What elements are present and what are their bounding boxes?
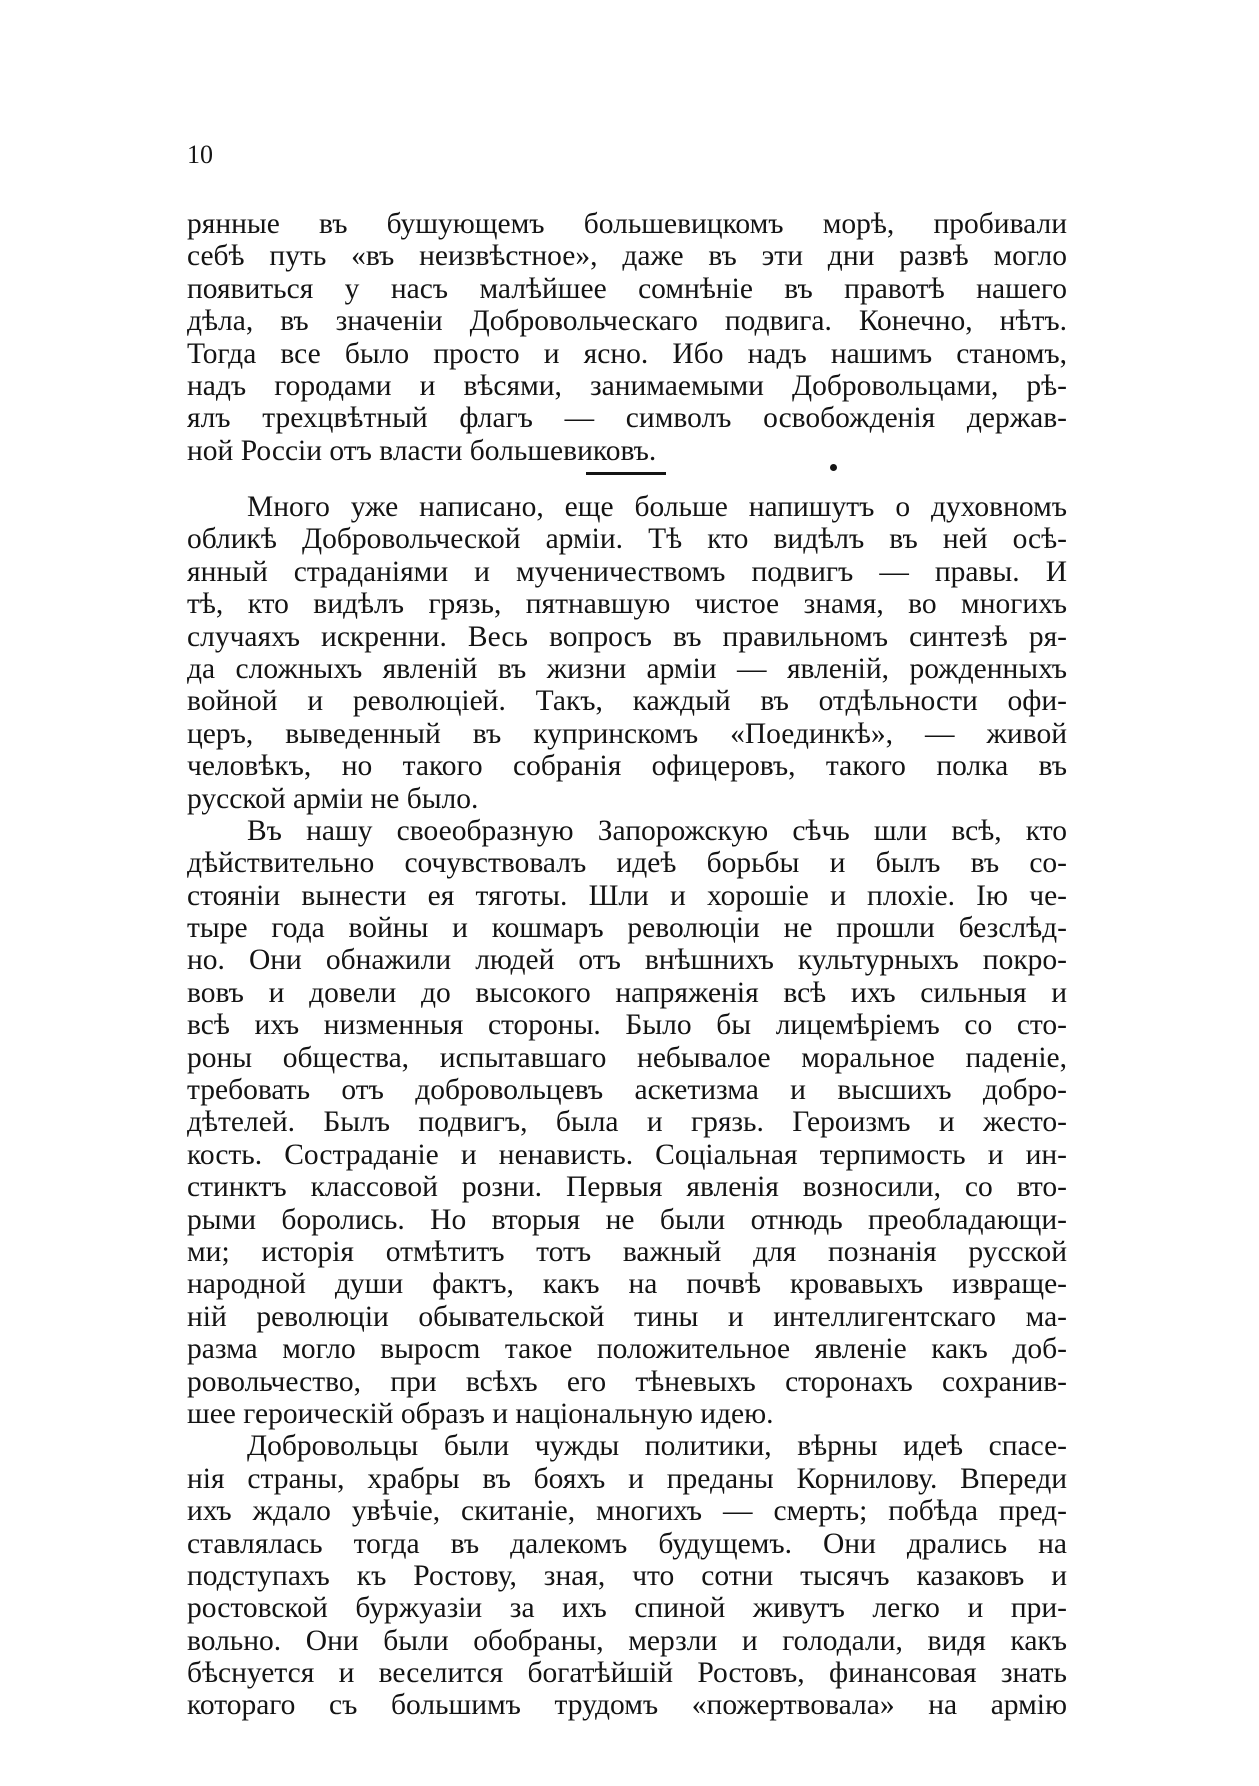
- text-line: тѣ, кто видѣлъ грязь, пятнавшую чистое знамя, во многихъ: [187, 588, 1067, 621]
- text-line: случаяхъ искренни. Весь вопросъ въ правильномъ синтезѣ ря-: [187, 620, 1067, 653]
- section-divider: [586, 472, 666, 475]
- text-line: церъ, выведенный въ купринскомъ «Поединкѣ», — живой: [187, 717, 1067, 750]
- paragraph-continuation: [187, 208, 1067, 467]
- text-line: надъ городами и вѣсями, занимаемыми Добровольцами, рѣ-: [187, 369, 1067, 402]
- body-text: [187, 491, 1067, 1722]
- text-line: появиться у насъ малѣйшее сомнѣніе въ правотѣ нашего: [187, 272, 1067, 305]
- text-line: да сложныхъ явленій въ жизни арміи — явленій, рожденныхъ: [187, 652, 1067, 685]
- text-line: стояніи вынести ея тяготы. Шли и хорошіе и плохіе. Ію че-: [187, 879, 1067, 912]
- text-line: кость. Состраданіе и ненависть. Соціальная терпимость и ин-: [187, 1138, 1067, 1171]
- text-line: рыми боролись. Но вторыя не были отнюдь преобладающи-: [187, 1203, 1067, 1236]
- text-line: Въ нашу своеобразную Запорожскую сѣчь шли всѣ, кто: [247, 814, 1067, 847]
- ink-dot: [830, 464, 837, 471]
- text-line: ялъ трехцвѣтный флагъ — символъ освобожденія держав-: [187, 402, 1067, 435]
- text-line: но. Они обнажили людей отъ внѣшнихъ культурныхъ покро-: [187, 944, 1067, 977]
- text-line: Много уже написано, еще больше напишутъ о духовномъ: [247, 491, 1067, 523]
- text-line: нія страны, храбры въ бояхъ и преданы Корнилову. Впереди: [187, 1462, 1067, 1495]
- page-number: 10: [187, 140, 213, 169]
- text-line: обликѣ Добровольческой арміи. Тѣ кто видѣлъ въ ней осѣ-: [187, 523, 1067, 556]
- text-line: янный страданіями и мученичествомъ подвигъ — правы. И: [187, 555, 1067, 588]
- text-line: войной и революціей. Такъ, каждый въ отдѣльности офи-: [187, 685, 1067, 718]
- text-line: дѣйствительно сочувствовалъ идеѣ борьбы и былъ въ со-: [187, 847, 1067, 880]
- text-line: ми; исторія отмѣтитъ тотъ важный для познанія русской: [187, 1235, 1067, 1268]
- text-line: бѣснуется и веселится богатѣйшій Ростовъ, финансовая знать: [187, 1657, 1067, 1690]
- text-line: тыре года войны и кошмаръ революціи не прошли безслѣд-: [187, 912, 1067, 945]
- text-line: котораго съ большимъ трудомъ «пожертвовала» на армію: [187, 1689, 1067, 1722]
- text-line: Добровольцы были чужды политики, вѣрны идеѣ спасе-: [247, 1430, 1067, 1463]
- text-line: разма могло выросm такое положительное явленіе какъ доб-: [187, 1333, 1067, 1366]
- text-line: ставлялась тогда въ далекомъ будущемъ. Они дрались на: [187, 1527, 1067, 1560]
- text-line: народной души фактъ, какъ на почвѣ кровавыхъ извраще-: [187, 1268, 1067, 1301]
- text-line: Тогда все было просто и ясно. Ибо надъ нашимъ станомъ,: [187, 337, 1067, 370]
- text-line: ростовской буржуазіи за ихъ спиной живутъ легко и при-: [187, 1592, 1067, 1625]
- text-line: вовъ и довели до высокого напряженія всѣ ихъ сильныя и: [187, 976, 1067, 1009]
- text-line: рянные въ бушующемъ большевицкомъ морѣ, пробивали: [187, 208, 1067, 240]
- text-line: всѣ ихъ низменныя стороны. Было бы лицемѣріемъ со сто-: [187, 1009, 1067, 1042]
- text-line: дѣла, въ значеніи Добровольческаго подвига. Конечно, нѣтъ.: [187, 305, 1067, 338]
- text-line: ровольчество, при всѣхъ его тѣневыхъ сторонахъ сохранив-: [187, 1365, 1067, 1398]
- text-line: ной Россіи отъ власти большевиковъ.: [187, 434, 657, 467]
- text-line: русской арміи не было.: [187, 782, 479, 815]
- text-line: роны общества, испытавшаго небывалое моральное паденіе,: [187, 1041, 1067, 1074]
- text-line: требовать отъ добровольцевъ аскетизма и высшихъ добро-: [187, 1074, 1067, 1107]
- text-line: подступахъ къ Ростову, зная, что сотни тысячъ казаковъ и: [187, 1559, 1067, 1592]
- text-line: стинктъ классовой розни. Первыя явленія возносили, со вто-: [187, 1171, 1067, 1204]
- text-line: человѣкъ, но такого собранія офицеровъ, такого полка въ: [187, 750, 1067, 783]
- text-line: ній революціи обывательской тины и интеллигентскаго ма-: [187, 1300, 1067, 1333]
- text-line: ихъ ждало увѣчіе, скитаніе, многихъ — смерть; побѣда пред-: [187, 1495, 1067, 1528]
- text-line: шее героическій образъ и національную идею.: [187, 1397, 774, 1430]
- text-line: дѣтелей. Былъ подвигъ, была и грязь. Героизмъ и жесто-: [187, 1106, 1067, 1139]
- text-line: себѣ путь «въ неизвѣстное», даже въ эти дни развѣ могло: [187, 240, 1067, 273]
- text-line: вольно. Они были обобраны, мерзли и голодали, видя какъ: [187, 1624, 1067, 1657]
